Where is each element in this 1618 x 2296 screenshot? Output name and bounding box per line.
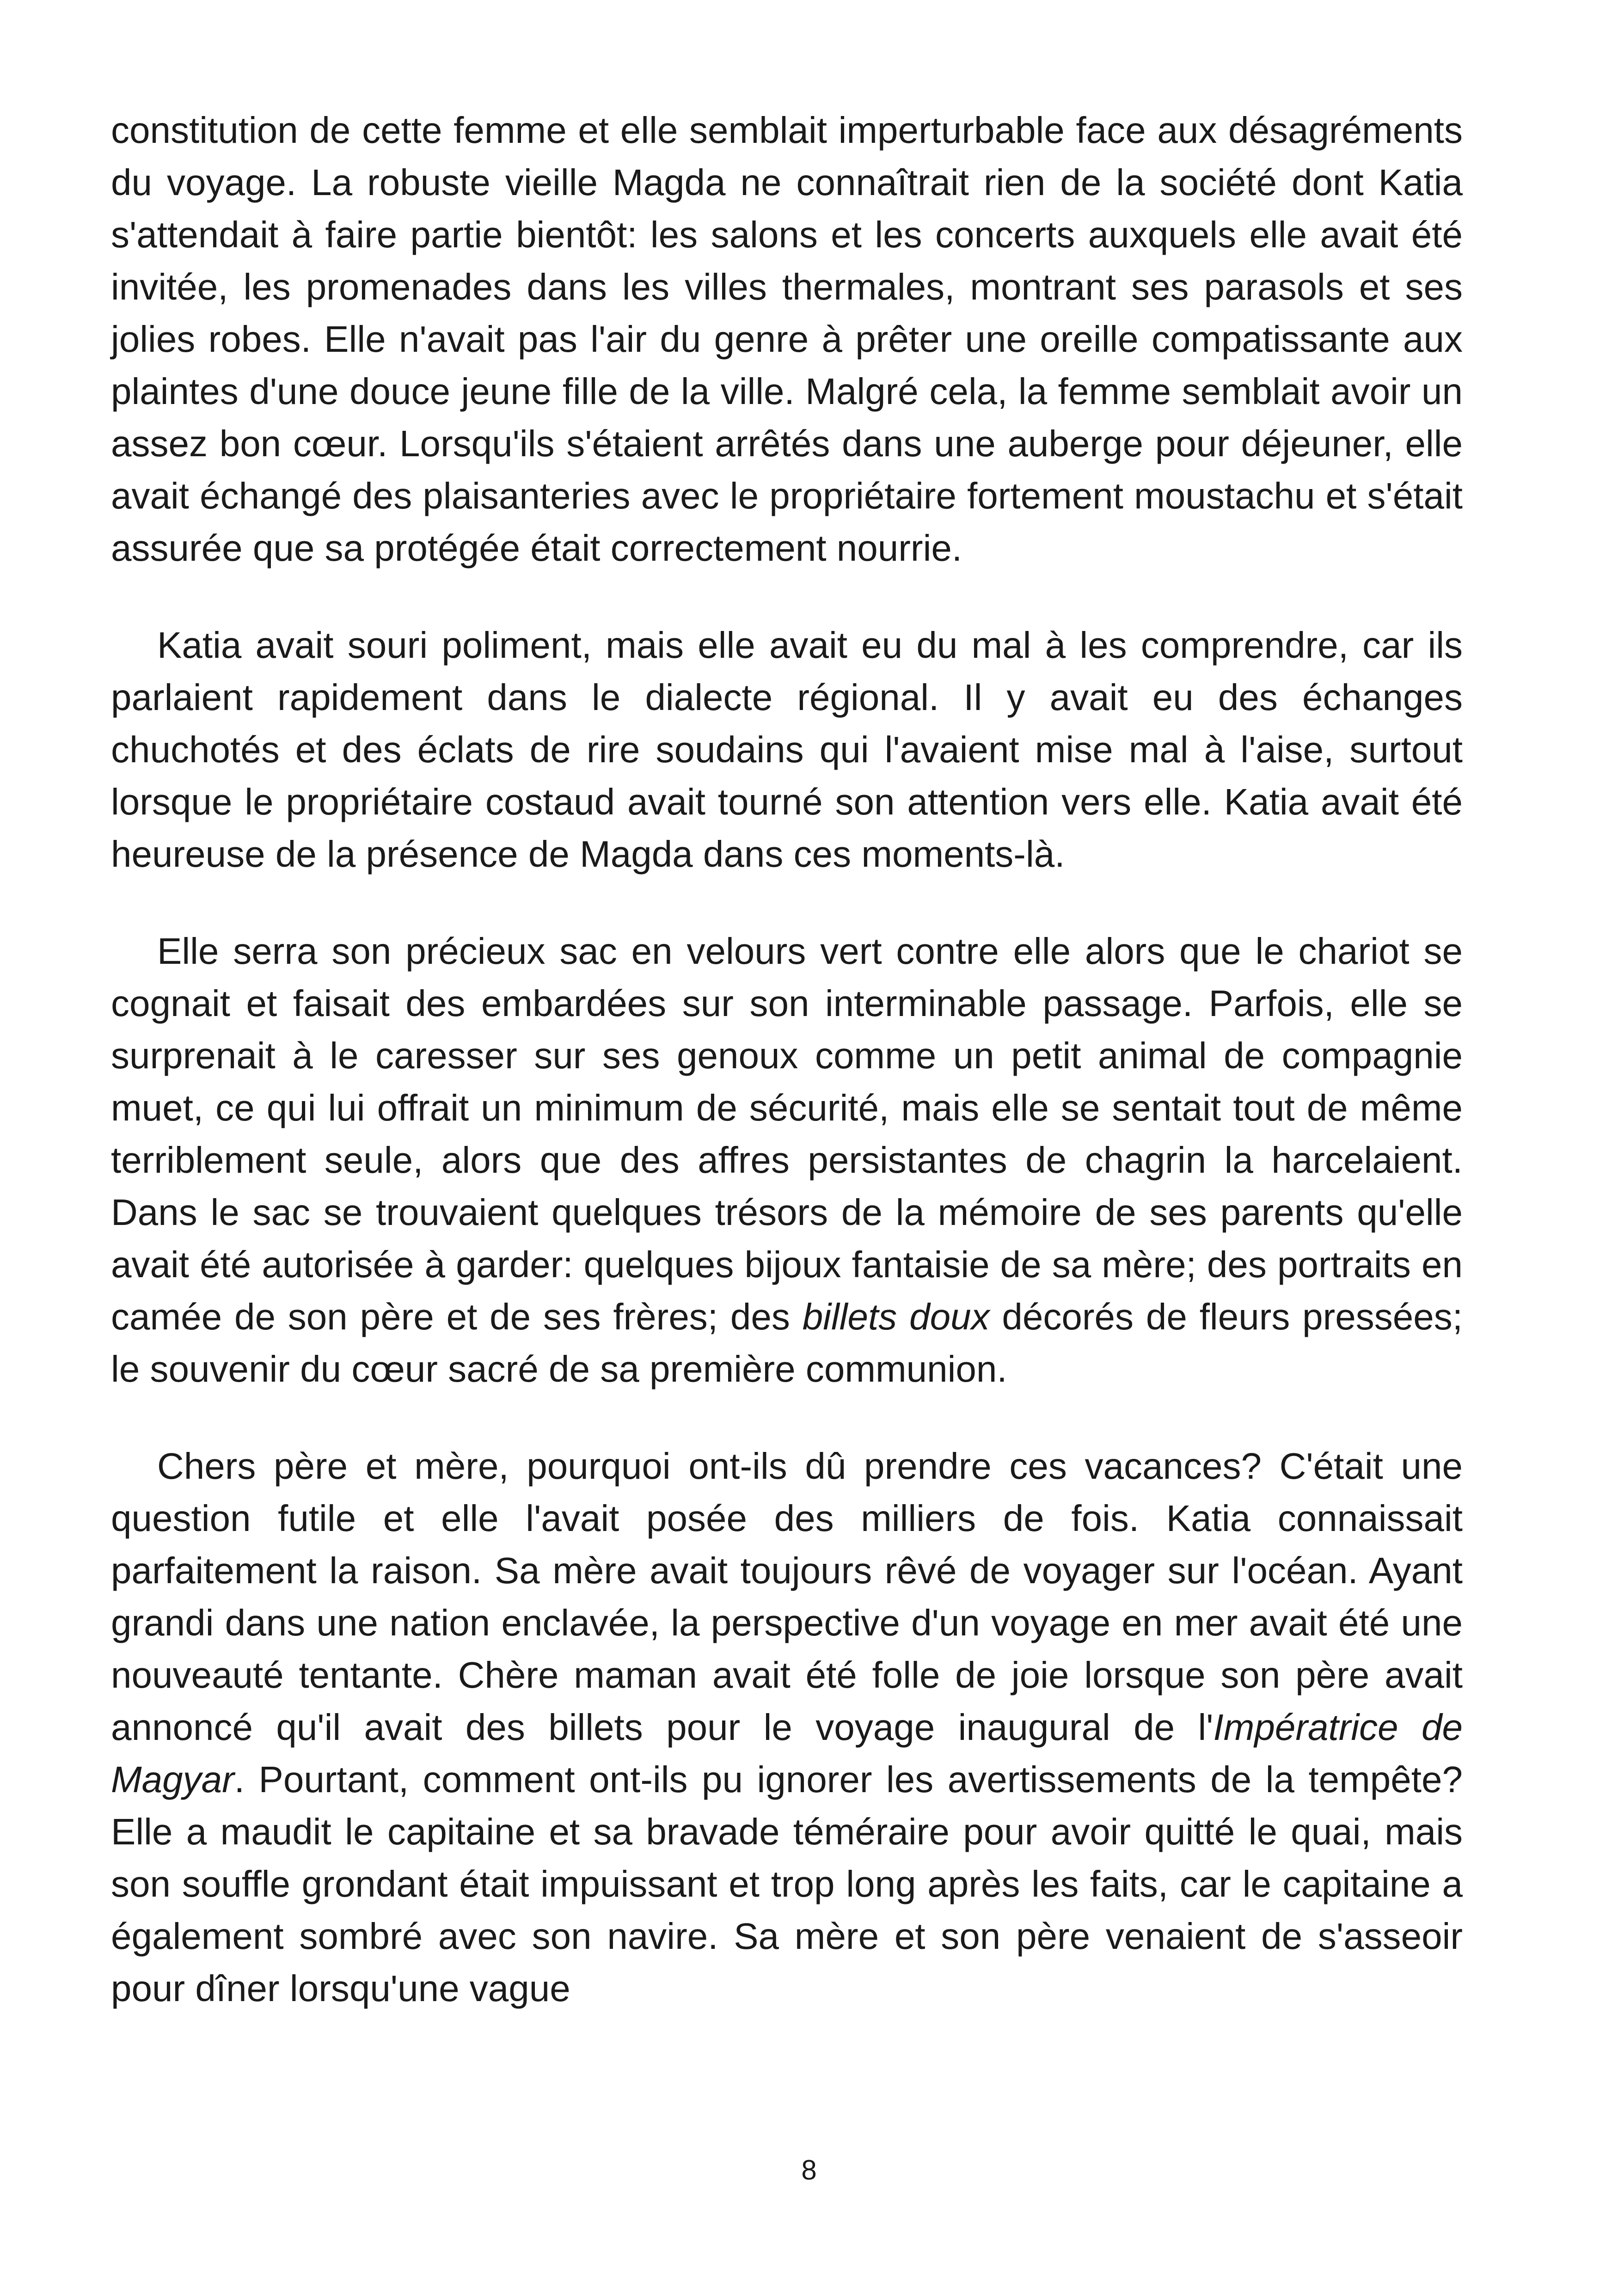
paragraph-3-italic-billets-doux: billets doux — [802, 1296, 990, 1337]
paragraph-1 — [111, 104, 1463, 574]
paragraph-3-text-end: décorés de fleurs pressées; le souvenir du cœur sacré de sa première communion. — [111, 1296, 1463, 1390]
paragraph-4-text-end: . Pourtant, comment ont-ils pu ignorer les avertissements de la tempête? Elle a maudit le capitaine et sa bravade téméraire pour avoir quitté le quai, mais son souffle grondant était impuissant et trop long après les faits, car le capitaine a également sombré avec son navire. Sa mère et son père venaient de s'asseoir pour dîner lorsqu'une vague — [111, 1759, 1463, 2009]
paragraph-4-text-start: Chers père et mère, pourquoi ont-ils dû prendre ces vacances? C'était une question futile et elle l'avait posée des milliers de fois. Katia connaissait parfaitement la raison. Sa mère avait toujours rêvé de voyager sur l'océan. Ayant grandi dans une nation enclavée, la perspective d'un voyage en mer avait été une nouveauté tentante. Chère maman avait été folle de joie lorsque son père avait annoncé qu'il avait des billets pour le voyage inaugural de l' — [111, 1445, 1463, 1748]
paragraph-3-text-start: Elle serra son précieux sac en velours vert contre elle alors que le chariot se cognait et faisait des embardées sur son interminable passage. Parfois, elle se surprenait à le caresser sur ses genoux comme un petit animal de compagnie muet, ce qui lui offrait un minimum de sécurité, mais elle se sentait tout de même terriblement seule, alors que des affres persistantes de chagrin la harcelaient. Dans le sac se trouvaient quelques trésors de la mémoire de ses parents qu'elle avait été autorisée à garder: quelques bijoux fantaisie de sa mère; des portraits en camée de son père et de ses frères; des — [111, 931, 1463, 1337]
paragraph-2-text: Katia avait souri poliment, mais elle avait eu du mal à les comprendre, car ils parlaient rapidement dans le dialecte régional. Il y avait eu des échanges chuchotés et des éclats de rire soudains qui l'avaient mise mal à l'aise, surtout lorsque le propriétaire costaud avait tourné son attention vers elle. Katia avait été heureuse de la présence de Magda dans ces moments-là. — [111, 625, 1463, 875]
paragraph-4-italic-ship-name: Impératrice de Magyar — [111, 1707, 1463, 1800]
paragraph-4 — [111, 1440, 1463, 2014]
paragraph-2 — [111, 619, 1463, 880]
body-text — [111, 104, 1463, 2014]
paragraph-3 — [111, 925, 1463, 1395]
page-number: 8 — [801, 2155, 817, 2186]
paragraph-1-text: constitution de cette femme et elle semblait imperturbable face aux désagréments du voyage. La robuste vieille Magda ne connaîtrait rien de la société dont Katia s'attendait à faire partie bientôt: les salons et les concerts auxquels elle avait été invitée, les promenades dans les villes thermales, montrant ses parasols et ses jolies robes. Elle n'avait pas l'air du genre à prêter une oreille compatissante aux plaintes d'une douce jeune fille de la ville. Malgré cela, la femme semblait avoir un assez bon cœur. Lorsqu'ils s'étaient arrêtés dans une auberge pour déjeuner, elle avait échangé des plaisanteries avec le propriétaire fortement moustachu et s'était assurée que sa protégée était correctement nourrie. — [111, 110, 1463, 569]
